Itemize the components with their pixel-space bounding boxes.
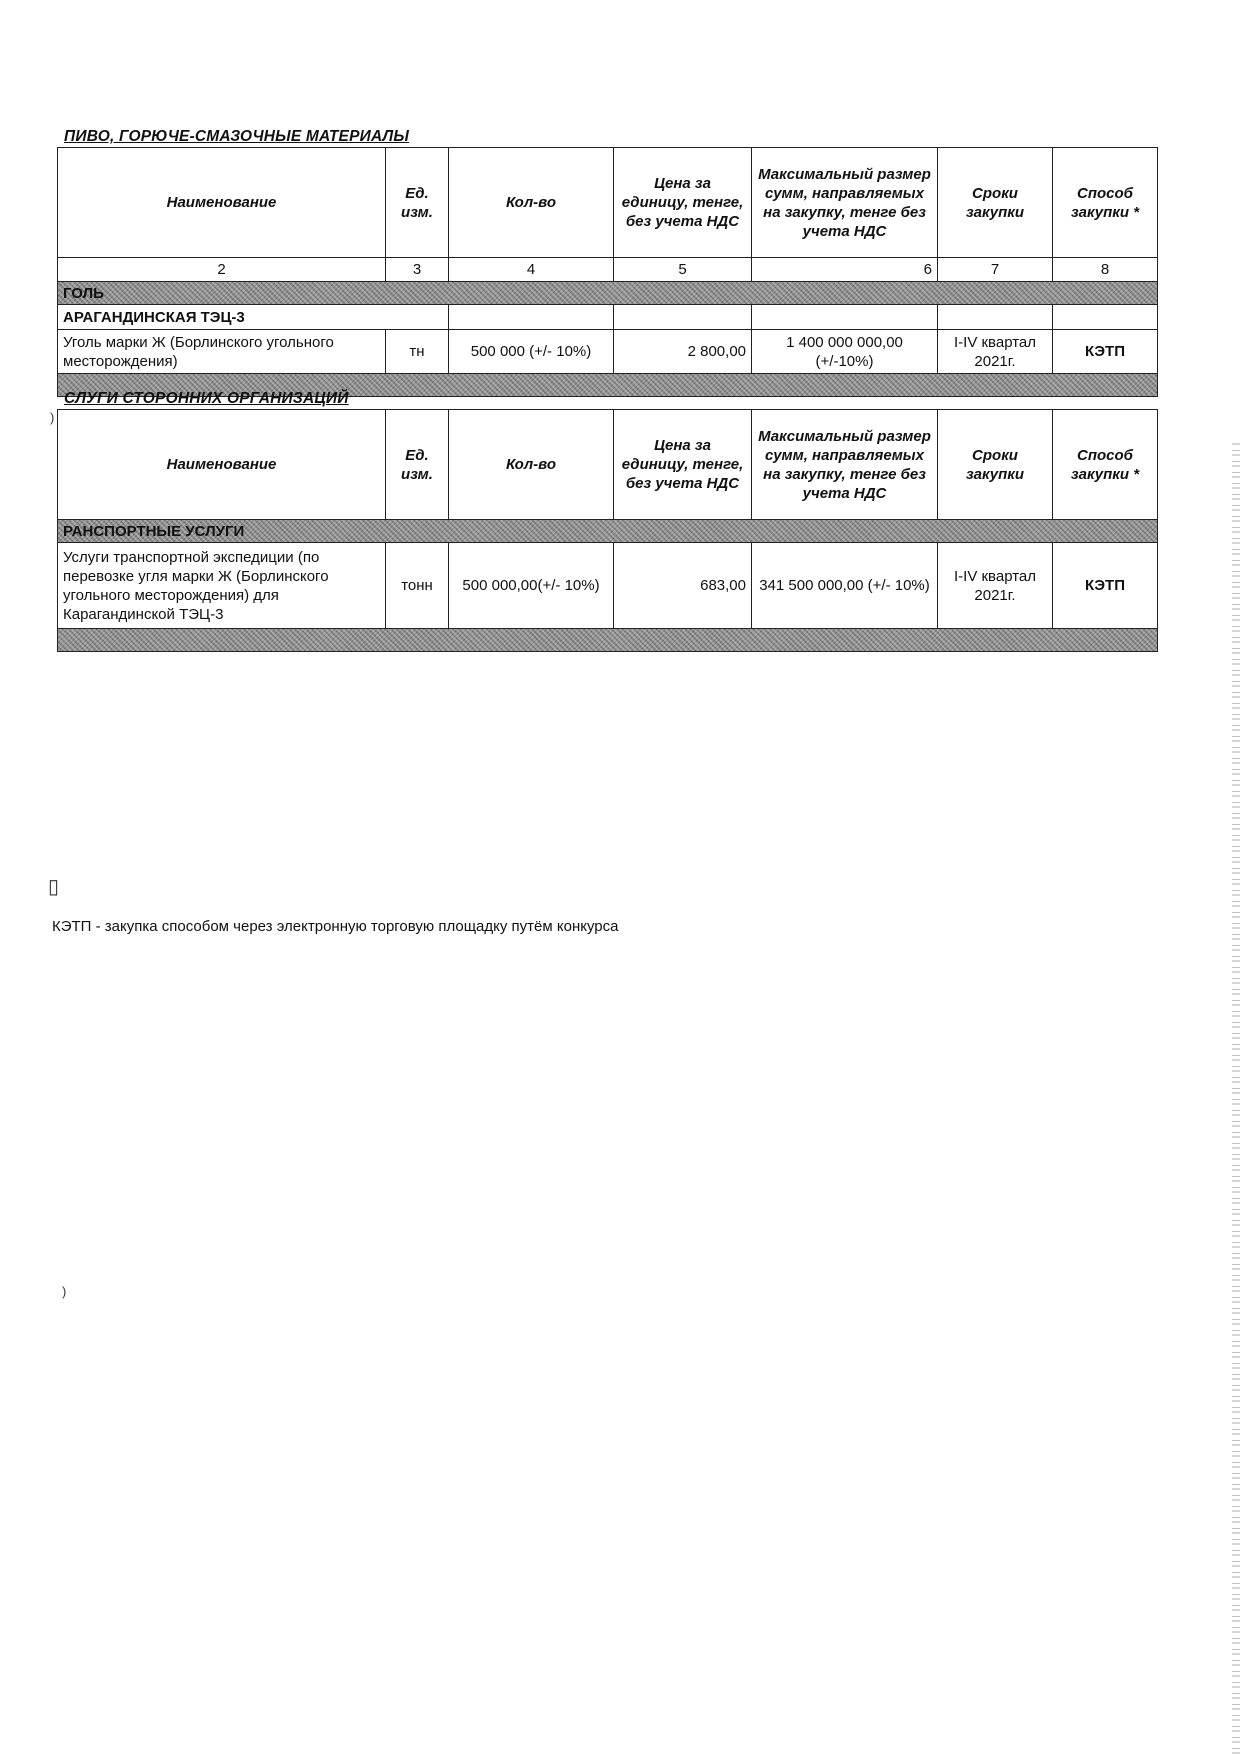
col-number: 7 <box>938 258 1053 282</box>
row-name: Услуги транспортной экспедиции (по перевозке угля марки Ж (Борлинского угольного месторождения) для Карагандинской ТЭЦ-3 <box>58 543 386 629</box>
scan-mark: ▯ <box>48 876 60 898</box>
row-max-sum: 1 400 000 000,00 (+/-10%) <box>752 330 938 374</box>
row-price: 683,00 <box>614 543 752 629</box>
row-price: 2 800,00 <box>614 330 752 374</box>
col-number: 5 <box>614 258 752 282</box>
header-period: Сроки закупки <box>938 148 1053 258</box>
scan-mark: ) <box>50 410 55 425</box>
header-max-sum: Максимальный размер сумм, направляемых на закупку, тенге без учета НДС <box>752 148 938 258</box>
subgroup-label: АРАГАНДИНСКАЯ ТЭЦ-3 <box>58 305 449 330</box>
row-period: I-IV квартал 2021г. <box>938 330 1053 374</box>
fuel-table <box>57 147 1158 397</box>
table-header-row <box>58 410 1158 520</box>
footnote: КЭТП - закупка способом через электронную торговую площадку путём конкурса <box>52 918 619 935</box>
shaded-total-row <box>58 629 1158 652</box>
col-number: 3 <box>386 258 449 282</box>
header-qty: Кол-во <box>449 410 614 520</box>
row-period: I-IV квартал 2021г. <box>938 543 1053 629</box>
subgroup-row <box>58 305 1158 330</box>
col-number: 4 <box>449 258 614 282</box>
header-method: Способ закупки * <box>1053 410 1158 520</box>
row-max-sum: 341 500 000,00 (+/- 10%) <box>752 543 938 629</box>
group-row-coal <box>58 282 1158 305</box>
row-name: Уголь марки Ж (Борлинского угольного месторождения) <box>58 330 386 374</box>
group-row-transport <box>58 520 1158 543</box>
col-number: 6 <box>752 258 938 282</box>
header-price: Цена за единицу, тенге, без учета НДС <box>614 148 752 258</box>
header-unit: Ед. изм. <box>386 410 449 520</box>
services-table <box>57 409 1158 652</box>
section-title-services: СЛУГИ СТОРОННИХ ОРГАНИЗАЦИЙ <box>64 390 349 407</box>
header-name: Наименование <box>58 148 386 258</box>
row-qty: 500 000 (+/- 10%) <box>449 330 614 374</box>
col-number: 2 <box>58 258 386 282</box>
table-header-row <box>58 148 1158 258</box>
header-unit: Ед. изм. <box>386 148 449 258</box>
group-label: РАНСПОРТНЫЕ УСЛУГИ <box>58 520 1158 543</box>
row-unit: тонн <box>386 543 449 629</box>
header-name: Наименование <box>58 410 386 520</box>
row-qty: 500 000,00(+/- 10%) <box>449 543 614 629</box>
header-max-sum: Максимальный размер сумм, направляемых на закупку, тенге без учета НДС <box>752 410 938 520</box>
column-number-row <box>58 258 1158 282</box>
table-row <box>58 330 1158 374</box>
row-method: КЭТП <box>1053 330 1158 374</box>
scan-mark: ) <box>62 1284 67 1299</box>
scan-edge-artifact <box>1232 440 1240 1754</box>
header-period: Сроки закупки <box>938 410 1053 520</box>
table-row <box>58 543 1158 629</box>
row-method: КЭТП <box>1053 543 1158 629</box>
col-number: 8 <box>1053 258 1158 282</box>
section-title-fuel: ПИВО, ГОРЮЧЕ-СМАЗОЧНЫЕ МАТЕРИАЛЫ <box>64 128 410 145</box>
header-method: Способ закупки * <box>1053 148 1158 258</box>
group-label: ГОЛЬ <box>58 282 1158 305</box>
row-unit: тн <box>386 330 449 374</box>
header-price: Цена за единицу, тенге, без учета НДС <box>614 410 752 520</box>
header-qty: Кол-во <box>449 148 614 258</box>
